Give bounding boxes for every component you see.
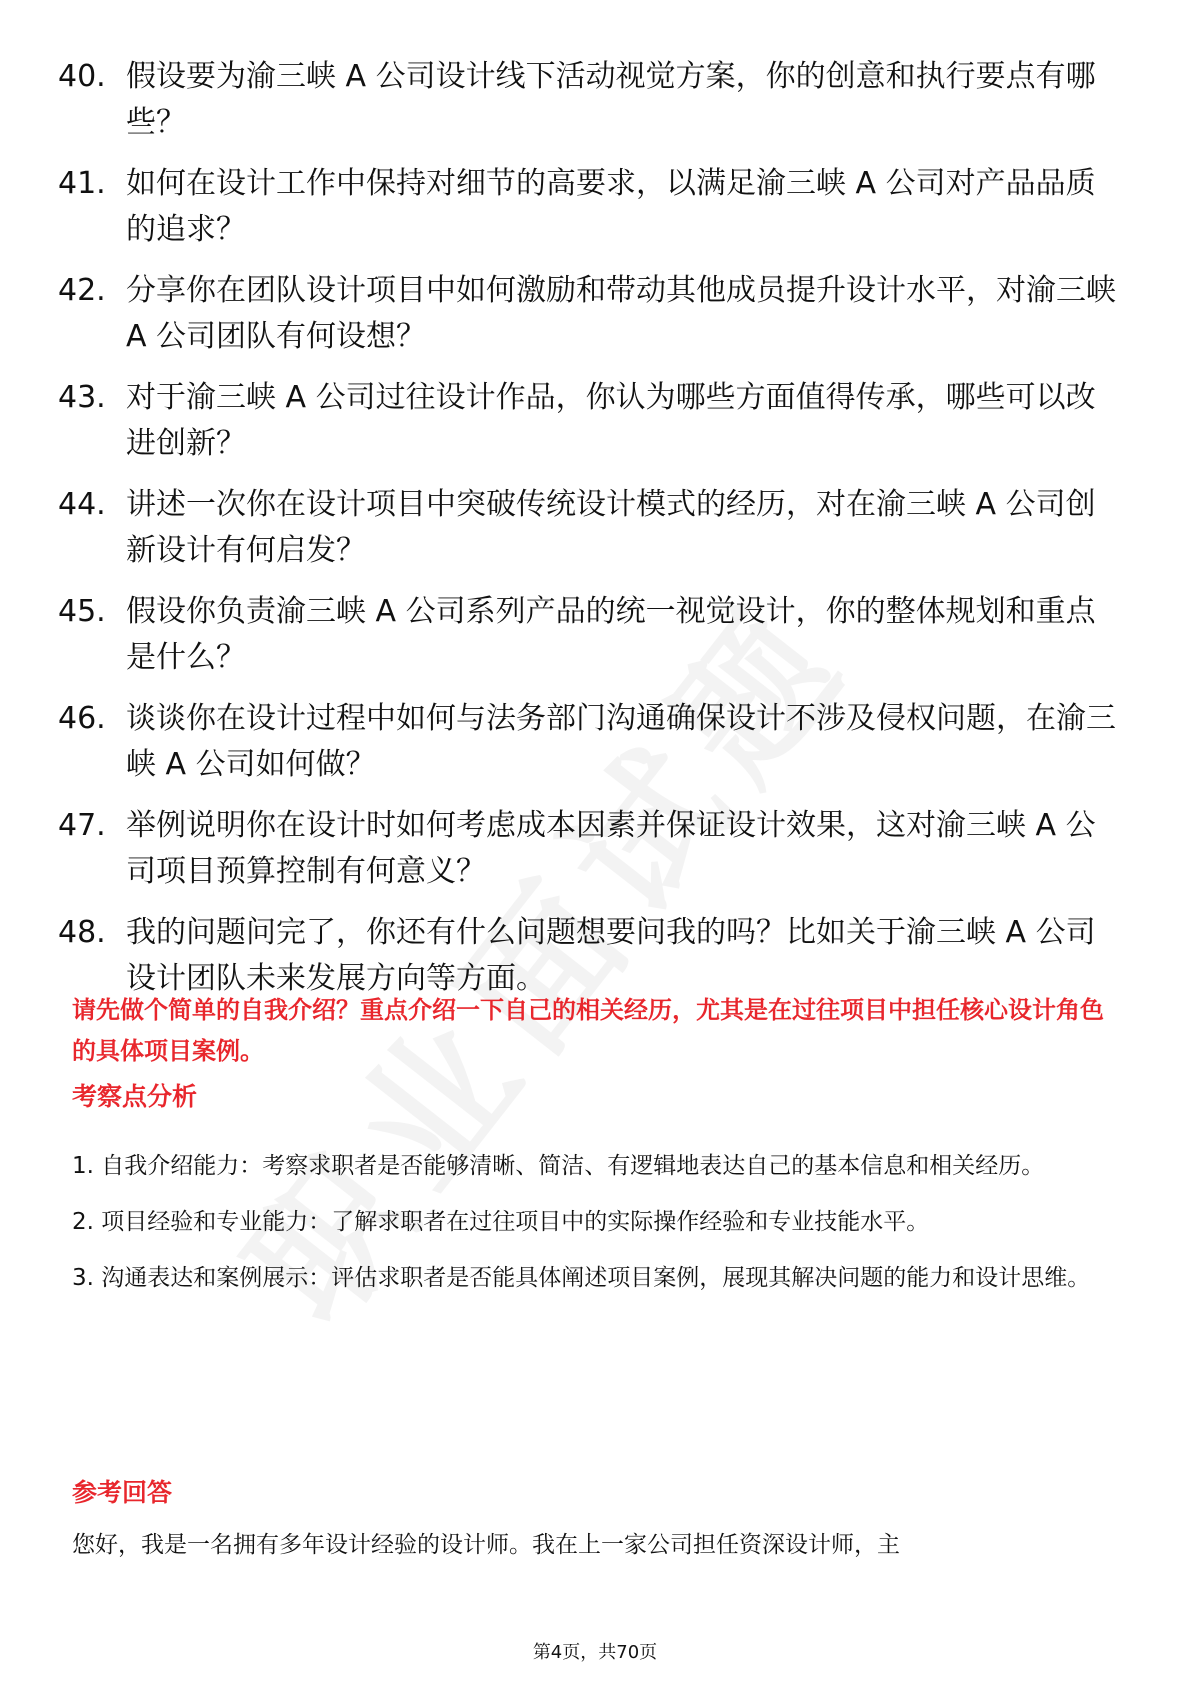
reference-answer: 您好，我是一名拥有多年设计经验的设计师。我在上一家公司担任资深设计师，主 [72, 1532, 900, 1558]
highlight-question: 请先做个简单的自我介绍？重点介绍一下自己的相关经历，尤其是在过往项目中担任核心设计角色的具体项目案例。 [72, 996, 1104, 1065]
question-number: 44. [58, 487, 106, 522]
list-item [58, 910, 1118, 1002]
list-item [58, 482, 1118, 574]
question-number: 41. [58, 166, 106, 201]
analysis-item: 3. 沟通表达和案例展示：评估求职者是否能具体阐述项目案例，展现其解决问题的能力和设计思维。 [72, 1265, 1091, 1291]
question-number: 48. [58, 915, 106, 950]
question-text: 如何在设计工作中保持对细节的高要求，以满足渝三峡 A 公司对产品品质的追求？ [126, 166, 1096, 247]
analysis-item: 1. 自我介绍能力：考察求职者是否能够清晰、简洁、有逻辑地表达自己的基本信息和相关经历。 [72, 1153, 1045, 1179]
list-item [58, 803, 1118, 895]
question-text: 谈谈你在设计过程中如何与法务部门沟通确保设计不涉及侵权问题，在渝三峡 A 公司如何做？ [126, 701, 1116, 782]
question-number: 46. [58, 701, 106, 736]
question-text: 我的问题问完了，你还有什么问题想要问我的吗？比如关于渝三峡 A 公司设计团队未来发展方向等方面。 [126, 915, 1096, 996]
question-text: 假设你负责渝三峡 A 公司系列产品的统一视觉设计，你的整体规划和重点是什么？ [126, 594, 1096, 675]
list-item [58, 268, 1118, 360]
question-number: 40. [58, 59, 106, 94]
question-number: 42. [58, 273, 106, 308]
question-text: 举例说明你在设计时如何考虑成本因素并保证设计效果，这对渝三峡 A 公司项目预算控制有何意义？ [126, 808, 1096, 889]
question-text: 假设要为渝三峡 A 公司设计线下活动视觉方案，你的创意和执行要点有哪些？ [126, 59, 1096, 140]
page-footer: 第4页，共70页 [532, 1642, 658, 1663]
list-item [58, 589, 1118, 681]
question-text: 分享你在团队设计项目中如何激励和带动其他成员提升设计水平，对渝三峡 A 公司团队有何设想？ [126, 273, 1116, 354]
analysis-item: 2. 项目经验和专业能力：了解求职者在过往项目中的实际操作经验和专业技能水平。 [72, 1209, 930, 1235]
list-item [58, 375, 1118, 467]
analysis-heading: 考察点分析 [72, 1082, 198, 1111]
analysis-list [72, 1138, 1122, 1306]
question-list [58, 54, 1118, 1017]
list-item [58, 696, 1118, 788]
reference-heading: 参考回答 [72, 1478, 173, 1507]
question-text: 对于渝三峡 A 公司过往设计作品，你认为哪些方面值得传承，哪些可以改进创新？ [126, 380, 1096, 461]
question-number: 43. [58, 380, 106, 415]
list-item [58, 54, 1118, 146]
question-number: 45. [58, 594, 106, 629]
list-item [58, 161, 1118, 253]
question-number: 47. [58, 808, 106, 843]
question-text: 讲述一次你在设计项目中突破传统设计模式的经历，对在渝三峡 A 公司创新设计有何启发？ [126, 487, 1096, 568]
